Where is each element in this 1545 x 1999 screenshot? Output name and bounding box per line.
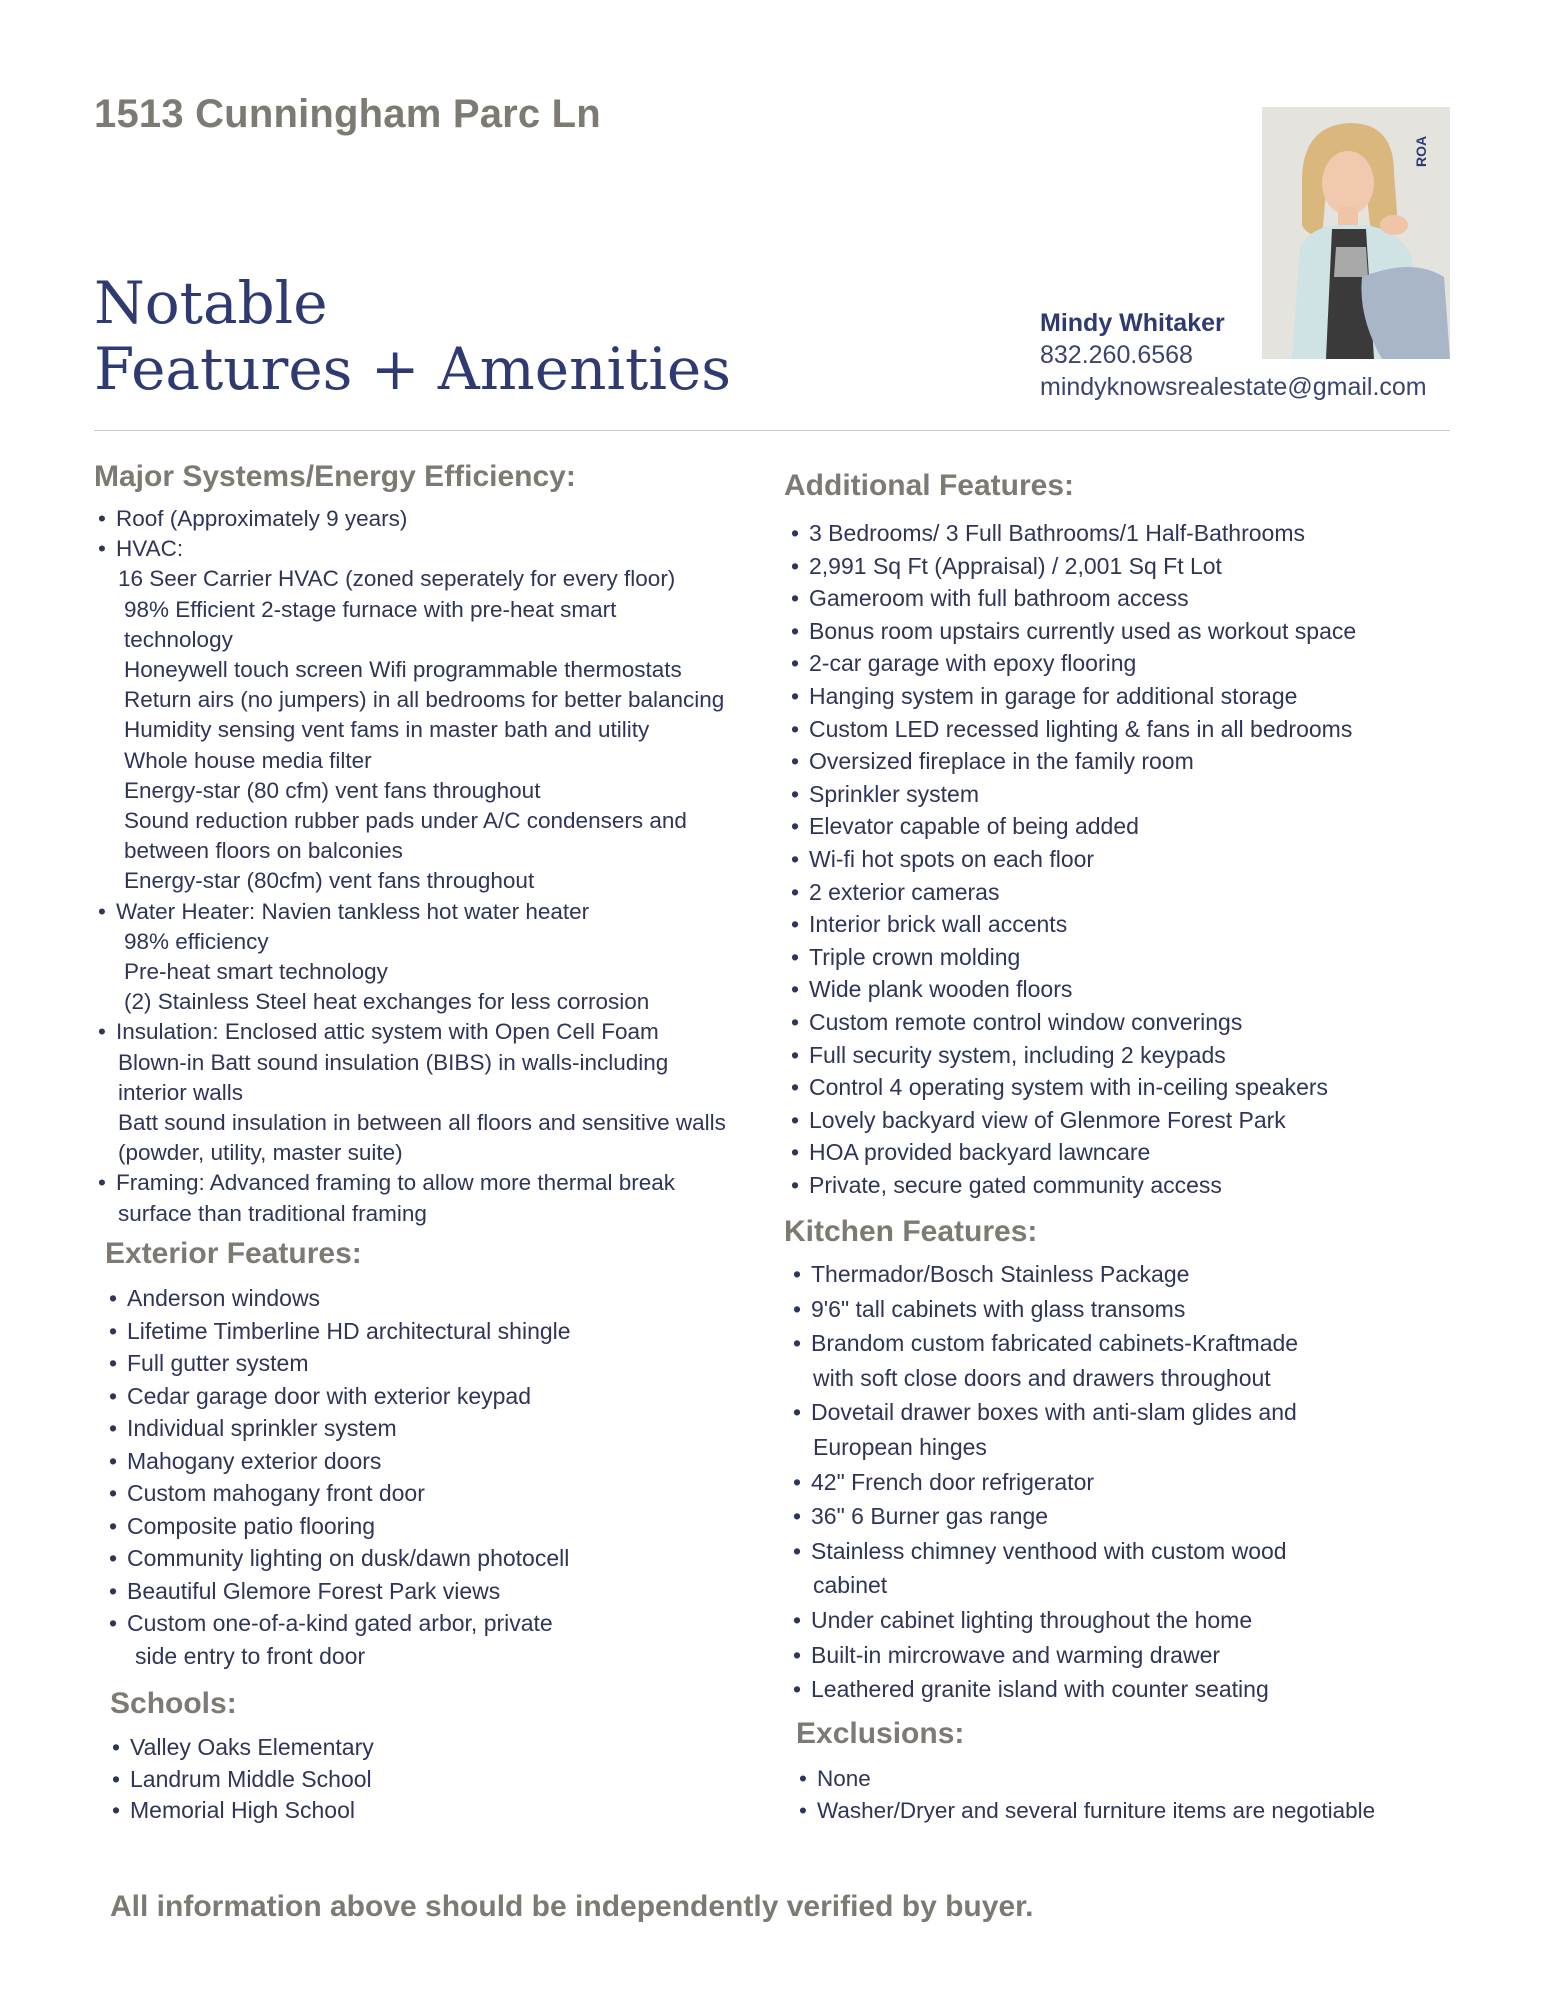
list-item: • Stainless chimney venthood with custom wood bbox=[791, 1534, 1451, 1569]
list-item: • Hanging system in garage for additional storage bbox=[789, 680, 1449, 713]
property-address: 1513 Cunningham Parc Ln bbox=[94, 92, 601, 136]
list-item-continuation: 98% Efficient 2-stage furnace with pre-heat smart bbox=[124, 596, 617, 622]
list-item: • Valley Oaks Elementary bbox=[110, 1732, 510, 1764]
list-item: • Thermador/Bosch Stainless Package bbox=[791, 1257, 1451, 1292]
list-item: • Insulation: Enclosed attic system with Open Cell Foam bbox=[96, 1017, 786, 1047]
list-item: • Lifetime Timberline HD architectural shingle bbox=[107, 1315, 727, 1348]
list-item: • 2,991 Sq Ft (Appraisal) / 2,001 Sq Ft Lot bbox=[789, 550, 1449, 583]
list-item: • Interior brick wall accents bbox=[789, 908, 1449, 941]
header-divider bbox=[94, 430, 1450, 431]
page-title-line-1: Notable bbox=[94, 269, 328, 337]
list-item-continuation: Pre-heat smart technology bbox=[124, 959, 388, 985]
disclaimer: All information above should be independently verified by buyer. bbox=[110, 1890, 1034, 1923]
list-item-continuation: surface than traditional framing bbox=[118, 1200, 427, 1226]
list-item: • Landrum Middle School bbox=[110, 1764, 510, 1796]
list-item-continuation: side entry to front door bbox=[135, 1642, 366, 1669]
list-item-continuation: European hinges bbox=[813, 1433, 987, 1460]
list-item: • Memorial High School bbox=[110, 1795, 510, 1827]
list-item: • Elevator capable of being added bbox=[789, 810, 1449, 843]
agent-contact bbox=[1040, 307, 1427, 403]
list-item: • Custom LED recessed lighting & fans in all bedrooms bbox=[789, 713, 1449, 746]
exclusions-list bbox=[797, 1763, 1457, 1827]
list-item: • Beautiful Glemore Forest Park views bbox=[107, 1575, 727, 1608]
kitchen-features-list bbox=[791, 1257, 1451, 1707]
list-item: • Leathered granite island with counter seating bbox=[791, 1672, 1451, 1707]
list-item-continuation: Energy-star (80cfm) vent fans throughout bbox=[124, 868, 535, 894]
list-item-continuation: Humidity sensing vent fams in master bath and utility bbox=[124, 717, 650, 743]
schools-list bbox=[110, 1732, 510, 1827]
list-item: • Water Heater: Navien tankless hot water heater bbox=[96, 897, 786, 927]
agent-phone[interactable]: 832.260.6568 bbox=[1040, 341, 1193, 369]
list-item: • Oversized fireplace in the family room bbox=[789, 745, 1449, 778]
list-item: • HOA provided backyard lawncare bbox=[789, 1136, 1449, 1169]
brokerage-logo: ROA bbox=[1413, 135, 1429, 167]
list-item: • Mahogany exterior doors bbox=[107, 1445, 727, 1478]
additional-features-list bbox=[789, 517, 1449, 1201]
additional-features-heading: Additional Features: bbox=[784, 469, 1075, 502]
list-item-continuation: Sound reduction rubber pads under A/C condensers and bbox=[124, 808, 687, 834]
list-item: • Under cabinet lighting throughout the home bbox=[791, 1603, 1451, 1638]
list-item-continuation: (2) Stainless Steel heat exchanges for less corrosion bbox=[124, 989, 650, 1015]
list-item: • Wide plank wooden floors bbox=[789, 973, 1449, 1006]
list-item: • Control 4 operating system with in-ceiling speakers bbox=[789, 1071, 1449, 1104]
list-item: • Lovely backyard view of Glenmore Forest Park bbox=[789, 1104, 1449, 1137]
list-item: • Gameroom with full bathroom access bbox=[789, 582, 1449, 615]
list-item-continuation: Energy-star (80 cfm) vent fans throughout bbox=[124, 777, 541, 803]
list-item: • None bbox=[797, 1763, 1457, 1795]
list-item: • 3 Bedrooms/ 3 Full Bathrooms/1 Half-Bathrooms bbox=[789, 517, 1449, 550]
kitchen-features-heading: Kitchen Features: bbox=[784, 1215, 1038, 1248]
list-item-continuation: Blown-in Batt sound insulation (BIBS) in walls-including bbox=[118, 1049, 669, 1075]
list-item-continuation: between floors on balconies bbox=[124, 838, 403, 864]
list-item-continuation: Whole house media filter bbox=[124, 747, 372, 773]
list-item: • 9'6" tall cabinets with glass transoms bbox=[791, 1292, 1451, 1327]
list-item: • Triple crown molding bbox=[789, 941, 1449, 974]
list-item: • 36" 6 Burner gas range bbox=[791, 1499, 1451, 1534]
list-item: • Bonus room upstairs currently used as workout space bbox=[789, 615, 1449, 648]
major-systems-heading: Major Systems/Energy Efficiency: bbox=[94, 460, 576, 493]
list-item: • 2 exterior cameras bbox=[789, 876, 1449, 909]
list-item-continuation: with soft close doors and drawers throughout bbox=[813, 1364, 1271, 1391]
page-title-line-2: Features + Amenities bbox=[94, 335, 731, 403]
list-item: • Brandom custom fabricated cabinets-Kraftmade bbox=[791, 1326, 1451, 1361]
list-item: • Individual sprinkler system bbox=[107, 1412, 727, 1445]
list-item: • Dovetail drawer boxes with anti-slam glides and bbox=[791, 1395, 1451, 1430]
list-item: • Wi-fi hot spots on each floor bbox=[789, 843, 1449, 876]
list-item: • Cedar garage door with exterior keypad bbox=[107, 1380, 727, 1413]
list-item: • Roof (Approximately 9 years) bbox=[96, 504, 786, 534]
list-item: • Washer/Dryer and several furniture items are negotiable bbox=[797, 1795, 1457, 1827]
schools-heading: Schools: bbox=[110, 1687, 237, 1720]
exterior-features-heading: Exterior Features: bbox=[105, 1237, 362, 1270]
list-item-continuation: Batt sound insulation in between all floors and sensitive walls bbox=[118, 1110, 726, 1136]
exclusions-heading: Exclusions: bbox=[796, 1717, 965, 1750]
major-systems-list bbox=[96, 504, 786, 1229]
list-item: • Sprinkler system bbox=[789, 778, 1449, 811]
list-item-continuation: 98% efficiency bbox=[124, 928, 269, 954]
list-item: • Custom mahogany front door bbox=[107, 1477, 727, 1510]
list-item: • HVAC: bbox=[96, 534, 786, 564]
list-item: • Full security system, including 2 keypads bbox=[789, 1039, 1449, 1072]
exterior-features-list bbox=[107, 1282, 727, 1672]
list-item: • Community lighting on dusk/dawn photocell bbox=[107, 1542, 727, 1575]
list-item: • Full gutter system bbox=[107, 1347, 727, 1380]
list-item: • 2-car garage with epoxy flooring bbox=[789, 647, 1449, 680]
agent-name: Mindy Whitaker bbox=[1040, 309, 1225, 337]
list-item-continuation: Return airs (no jumpers) in all bedrooms for better balancing bbox=[124, 687, 725, 713]
list-item: • Private, secure gated community access bbox=[789, 1169, 1449, 1202]
list-item-continuation: cabinet bbox=[813, 1572, 888, 1599]
page-title bbox=[94, 270, 731, 402]
list-item: • Framing: Advanced framing to allow more thermal break bbox=[96, 1168, 786, 1198]
list-item-continuation: technology bbox=[124, 626, 233, 652]
list-item: • Built-in mircrowave and warming drawer bbox=[791, 1638, 1451, 1673]
list-item-continuation: (powder, utility, master suite) bbox=[118, 1140, 403, 1166]
list-item: • Composite patio flooring bbox=[107, 1510, 727, 1543]
list-item: • 42" French door refrigerator bbox=[791, 1465, 1451, 1500]
list-item-continuation: 16 Seer Carrier HVAC (zoned seperately for every floor) bbox=[118, 566, 676, 592]
list-item: • Custom remote control window converings bbox=[789, 1006, 1449, 1039]
agent-email[interactable]: mindyknowsrealestate@gmail.com bbox=[1040, 373, 1427, 401]
list-item: • Custom one-of-a-kind gated arbor, private bbox=[107, 1607, 727, 1640]
list-item-continuation: Honeywell touch screen Wifi programmable thermostats bbox=[124, 657, 682, 683]
list-item: • Anderson windows bbox=[107, 1282, 727, 1315]
list-item-continuation: interior walls bbox=[118, 1079, 244, 1105]
